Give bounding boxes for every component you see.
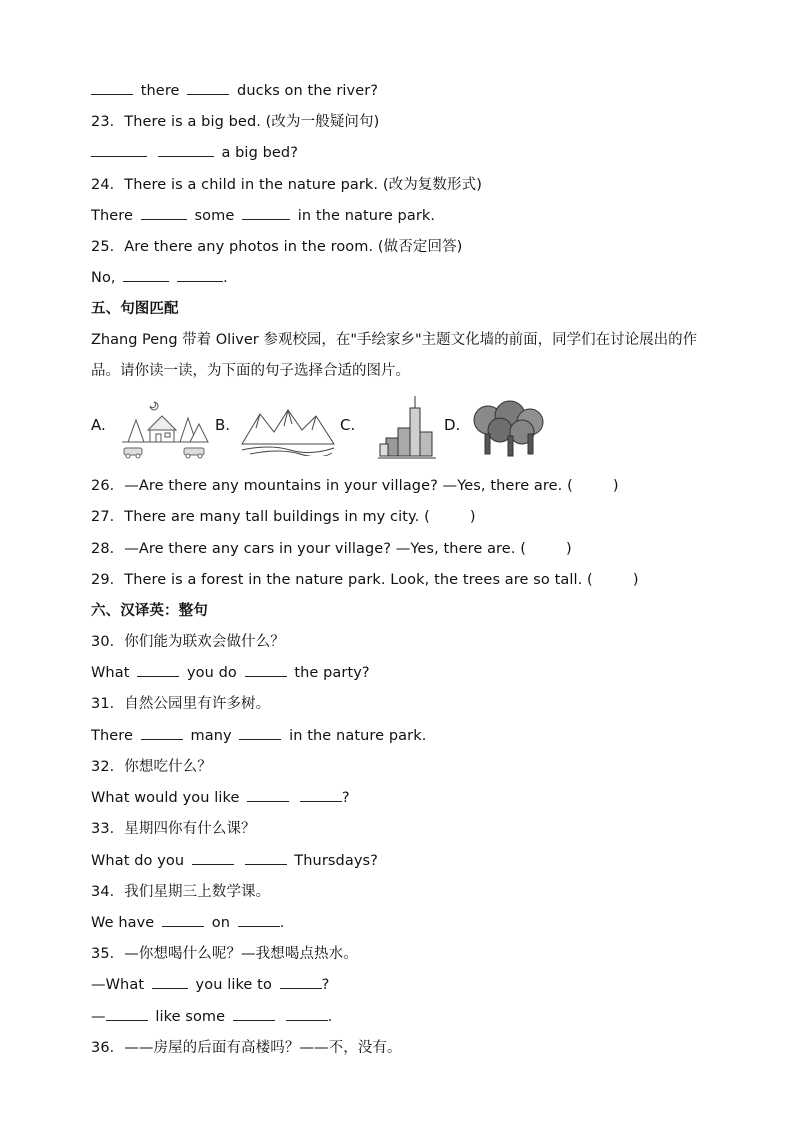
word: There [91, 728, 134, 744]
answer-blank[interactable] [91, 141, 147, 157]
q33-answer-line [91, 849, 378, 873]
q34-chinese: 34．我们星期三上数学课。 [91, 884, 271, 900]
q32-answer-line [91, 786, 350, 810]
word: you like to [195, 977, 272, 993]
q27-text: 27．There are many tall buildings in my city. ( [91, 509, 430, 525]
answer-blank[interactable] [245, 661, 287, 677]
mountains-picture[interactable] [240, 404, 336, 456]
word: there [140, 83, 180, 99]
answer-blank[interactable] [233, 1005, 275, 1021]
word: like some [155, 1009, 226, 1025]
answer-blank[interactable] [192, 849, 234, 865]
answer-blank[interactable] [158, 141, 214, 157]
q30-chinese: 30．你们能为联欢会做什么？ [91, 634, 285, 650]
section-6-title: 六、汉译英：整句 [91, 603, 208, 619]
paren-close: ) [632, 572, 639, 588]
word: you do [186, 665, 237, 681]
city-buildings-picture[interactable] [378, 394, 438, 464]
word: We have [91, 915, 155, 931]
answer-blank[interactable] [141, 204, 187, 220]
word: ducks on the river? [237, 83, 379, 99]
q23-answer-line [91, 141, 298, 165]
paren-close: ) [566, 541, 572, 557]
q34-answer-line [91, 911, 284, 935]
q24-question: 24．There is a child in the nature park. (改为复数形式) [91, 177, 482, 193]
word: the party? [294, 665, 370, 681]
answer-blank[interactable] [162, 911, 204, 927]
q23-question: 23．There is a big bed. (改为一般疑问句) [91, 114, 380, 130]
word: many [190, 728, 232, 744]
q25-answer-line [91, 266, 228, 290]
question-mark: ? [341, 790, 350, 806]
answer-blank[interactable] [177, 266, 223, 282]
word: No, [91, 270, 116, 286]
q24-answer-line [91, 204, 435, 228]
q30-answer-line [91, 661, 370, 685]
q35-answer-line-2 [91, 1005, 332, 1029]
answer-blank[interactable] [300, 786, 342, 802]
word: What [91, 665, 130, 681]
answer-blank[interactable] [152, 973, 188, 989]
answer-blank[interactable] [239, 724, 281, 740]
q32-chinese: 32．你想吃什么？ [91, 759, 212, 775]
option-c-label: C. [340, 416, 356, 434]
q26-text: 26．—Are there any mountains in your village? —Yes, there are. ( [91, 478, 573, 494]
word: a big bed? [221, 145, 299, 161]
q28-question [91, 537, 572, 561]
section-5-intro: Zhang Peng 带着 Oliver 参观校园，在"手绘家乡"主题文化墙的前面，同学们在讨论展出的作品。请你读一读，为下面的句子选择合适的图片。 [91, 332, 698, 379]
q26-question [91, 474, 619, 498]
dash: — [91, 1009, 106, 1025]
word: on [211, 915, 230, 931]
word: some [194, 208, 235, 224]
q25-question: 25．Are there any photos in the room. (做否定回答) [91, 239, 463, 255]
paren-close: ) [612, 478, 619, 494]
word: What do you [91, 853, 185, 869]
option-a-label: A. [91, 416, 106, 434]
word: —What [91, 977, 145, 993]
word: What would you like [91, 790, 240, 806]
question-mark: ? [321, 977, 330, 993]
period: . [327, 1009, 333, 1025]
word: in the nature park. [289, 728, 427, 744]
period: . [279, 915, 285, 931]
answer-blank[interactable] [187, 79, 229, 95]
word: in the nature park. [297, 208, 436, 224]
q35-answer-line-1 [91, 973, 329, 997]
q29-question [91, 568, 639, 592]
q27-question [91, 505, 476, 529]
period: . [223, 270, 228, 286]
answer-blank[interactable] [286, 1005, 328, 1021]
q28-text: 28．—Are there any cars in your village? —Yes, there are. ( [91, 541, 527, 557]
forest-picture[interactable] [472, 400, 548, 458]
answer-blank[interactable] [280, 973, 322, 989]
q29-text: 29．There is a forest in the nature park. Look, the trees are so tall. ( [91, 572, 593, 588]
answer-blank[interactable] [91, 79, 133, 95]
answer-blank[interactable] [123, 266, 169, 282]
q22-answer-line [91, 79, 378, 103]
answer-blank[interactable] [137, 661, 179, 677]
q36-chinese: 36．——房屋的后面有高楼吗？——不，没有。 [91, 1040, 402, 1056]
q33-chinese: 33．星期四你有什么课？ [91, 821, 256, 837]
word: Thursdays? [294, 853, 378, 869]
word: There [91, 208, 134, 224]
village-picture[interactable] [120, 398, 210, 460]
paren-close: ) [469, 509, 476, 525]
answer-blank[interactable] [242, 204, 290, 220]
answer-blank[interactable] [106, 1005, 148, 1021]
answer-blank[interactable] [238, 911, 280, 927]
answer-blank[interactable] [245, 849, 287, 865]
option-b-label: B. [215, 416, 231, 434]
section-5-title: 五、句图匹配 [91, 301, 179, 317]
q35-chinese: 35．—你想喝什么呢？—我想喝点热水。 [91, 946, 358, 962]
answer-blank[interactable] [247, 786, 289, 802]
q31-answer-line [91, 724, 426, 748]
q31-chinese: 31．自然公园里有许多树。 [91, 696, 271, 712]
answer-blank[interactable] [141, 724, 183, 740]
option-d-label: D. [444, 416, 461, 434]
